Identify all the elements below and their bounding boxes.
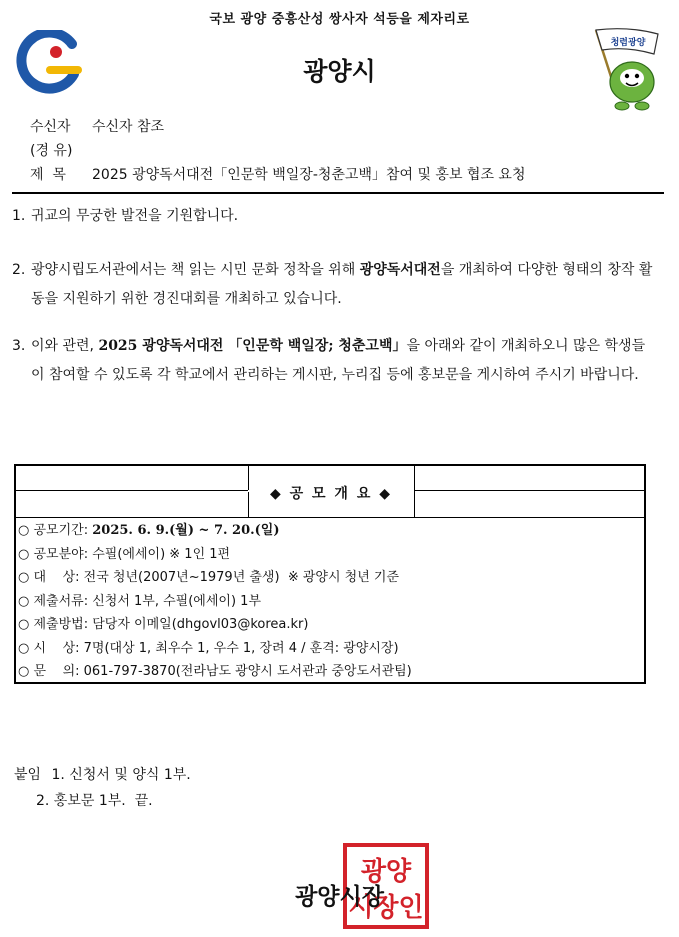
contest-item: ○ 시 상: 7명(대상 1, 최우수 1, 우수 1, 장려 4 / 훈격: 광양시장) xyxy=(18,640,399,656)
attachment-item-1: 1. 신청서 및 양식 1부. xyxy=(51,767,191,783)
period-label: ○ 공모기간: xyxy=(18,523,93,538)
recipient-label: 수신자 xyxy=(30,119,71,135)
paragraph-2-number: 2. xyxy=(12,262,26,278)
paragraph-3-text-a: 이와 관련, xyxy=(31,338,99,354)
attachment-row-1 xyxy=(14,764,191,784)
paragraph-3-text-b: 을 아래와 같이 개최하오니 많은 학생들이 참여할 수 있도록 각 학교에서 관리하는 게시판, 누리집 등에 홍보문을 게시하여 주시기 바랍니다. xyxy=(31,338,646,383)
paragraph-3 xyxy=(12,332,657,390)
attachment-row-2 xyxy=(36,790,153,810)
paragraph-1-number: 1. xyxy=(12,208,26,224)
organization-title: 광양시 xyxy=(303,57,376,86)
box-line xyxy=(16,517,644,518)
contest-item-list xyxy=(18,519,412,684)
contest-item: ○ 대 상: 전국 청년(2007년~1979년 출생) ※ 광양시 청년 기준 xyxy=(18,570,400,585)
subject-label: 제 목 xyxy=(30,167,66,183)
attachment-label: 붙임 xyxy=(14,767,42,783)
paragraph-2 xyxy=(12,256,657,314)
subject-row xyxy=(0,164,679,186)
paragraph-1-text: 귀교의 무궁한 발전을 기원합니다. xyxy=(31,208,239,224)
svg-text:광양: 광양 xyxy=(360,857,412,887)
mascot-flag-text: 청렴광양 xyxy=(610,38,646,48)
paragraph-1 xyxy=(12,202,657,231)
attachment-item-2: 2. 홍보문 1부. 끝. xyxy=(36,793,153,809)
contest-overview-box xyxy=(14,464,646,684)
paragraph-2-text-a: 광양시립도서관에서는 책 읽는 시민 문화 정착을 위해 xyxy=(31,262,360,278)
contest-overview-title: ◆ 공 모 개 요 ◆ xyxy=(270,486,392,502)
contest-item: ○ 공모분야: 수필(에세이) ※ 1인 1편 xyxy=(18,546,231,562)
period-value: 2025. 6. 9.(월) ~ 7. 20.(일) xyxy=(92,523,280,538)
via-label: (경 유) xyxy=(30,143,73,159)
slogan: 국보 광양 중흥산성 쌍사자 석등을 제자리로 xyxy=(209,12,470,27)
contest-item: ○ 제출서류: 신청서 1부, 수필(에세이) 1부 xyxy=(18,593,262,609)
paragraph-3-number: 3. xyxy=(12,338,26,354)
signer: 광양시장 xyxy=(295,884,384,910)
paragraph-2-text-b: 을 개최하여 다양한 형태의 창작 활동을 지원하기 위한 경진대회를 개최하고 있습니다. xyxy=(31,262,653,307)
recipient-value: 수신자 참조 xyxy=(92,119,165,135)
svg-text:시장인: 시장인 xyxy=(348,893,424,923)
contest-item: ○ 제출방법: 담당자 이메일(dhgovl03@korea.kr) xyxy=(18,617,309,632)
contest-item xyxy=(18,519,412,543)
contest-item: ○ 문 의: 061-797-3870(전라남도 광양시 도서관과 중앙도서관팀) xyxy=(18,664,412,679)
subject-value: 2025 광양독서대전「인문학 백일장-청춘고백」참여 및 홍보 협조 요청 xyxy=(92,167,526,183)
via-row xyxy=(0,140,679,162)
mascot-image xyxy=(588,26,666,114)
recipient-row xyxy=(0,116,679,138)
box-line xyxy=(414,466,415,518)
paragraph-3-bold: 2025 광양독서대전 「인문학 백일장; 청춘고백」 xyxy=(98,338,407,354)
header-divider xyxy=(12,192,664,194)
paragraph-2-bold: 광양독서대전 xyxy=(359,262,441,278)
